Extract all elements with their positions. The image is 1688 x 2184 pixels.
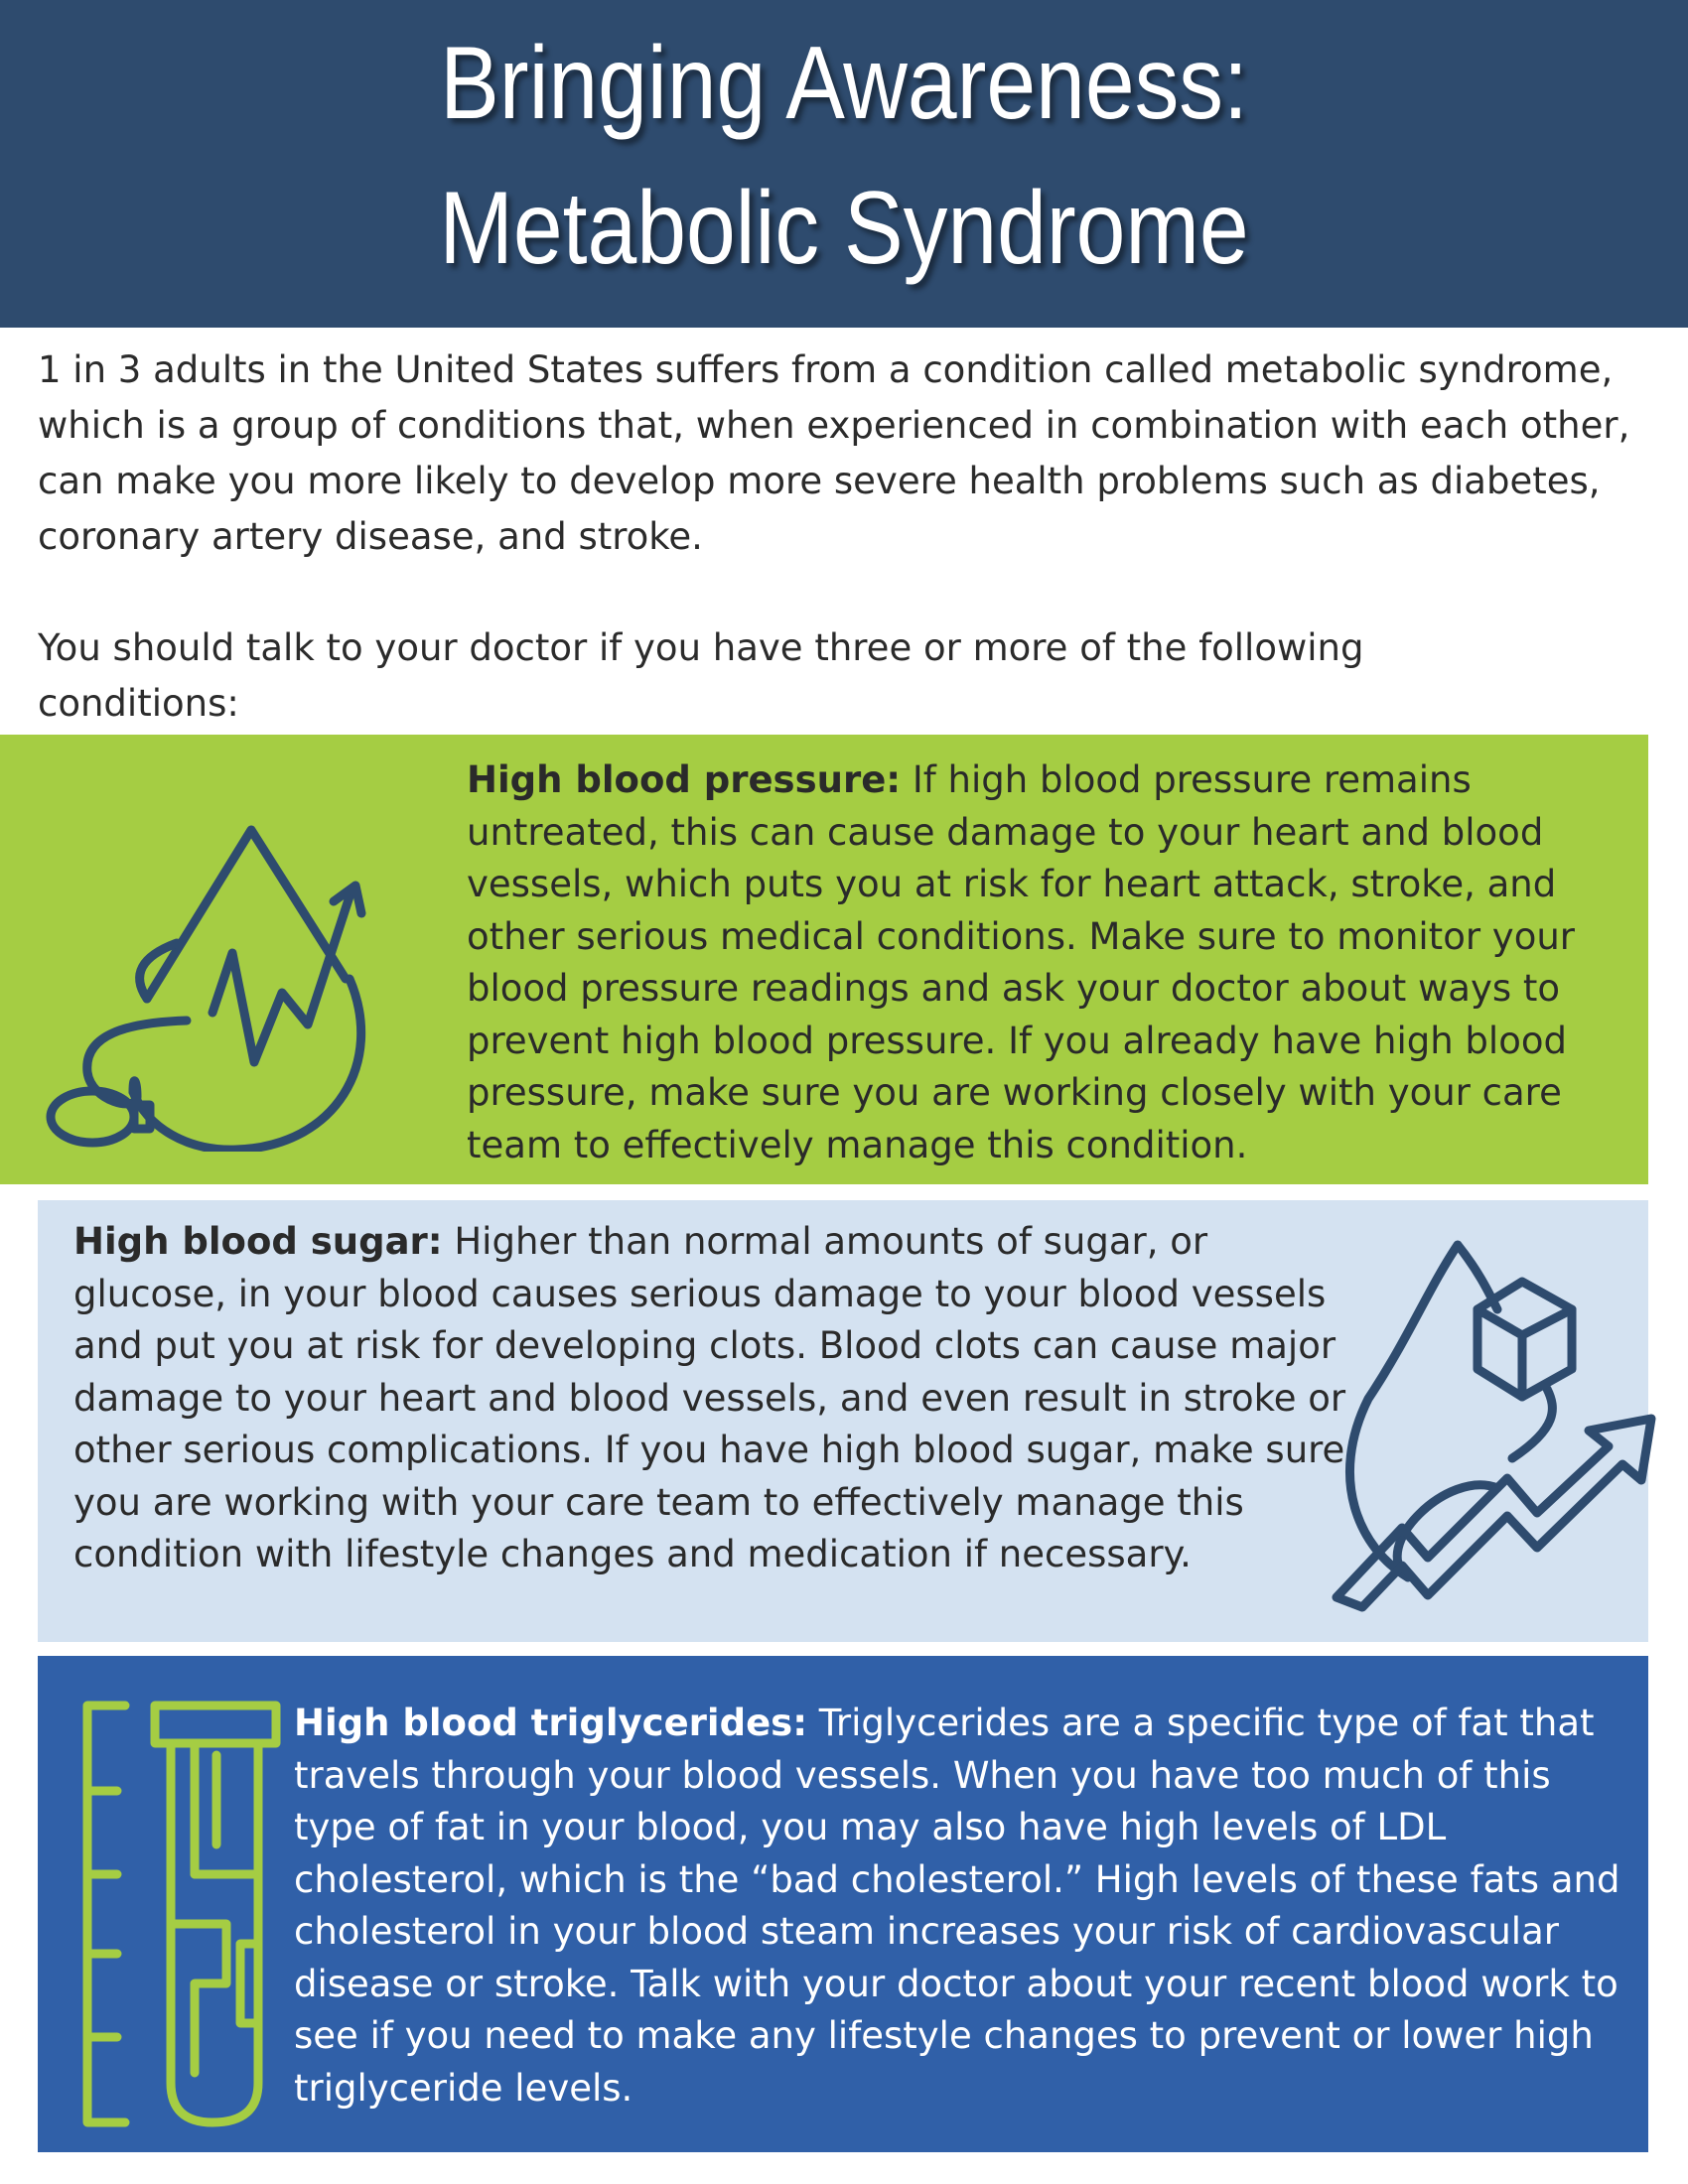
page-title-line-1: Bringing Awareness: xyxy=(440,26,1248,141)
intro-paragraph: 1 in 3 adults in the United States suffers from a condition called metabolic syndrome, which is a group of conditions that, when experienced in combination with each other, can make you more likely to develop more severe health problems such as diabetes, coronary artery disease, and stroke. xyxy=(38,348,1630,558)
blood-sugar-text xyxy=(73,1216,1354,1581)
condition-panel-blood-sugar xyxy=(38,1200,1648,1642)
test-tube-icon xyxy=(77,1696,286,2132)
blood-pressure-body: If high blood pressure remains untreated, this can cause damage to your heart and blood vessels, which puts you at risk for heart attack, stroke, and other serious medical conditions. Make sure to monitor your blood pressure readings and ask your doctor about ways to prevent high blood pressure. If you already have high blood pressure, make sure you are working closely with your care team to effectively manage this condition. xyxy=(467,758,1575,1166)
triglycerides-text xyxy=(294,1698,1634,2115)
page-title-line-2: Metabolic Syndrome xyxy=(439,171,1249,286)
blood-pressure-cuff-icon xyxy=(38,774,405,1152)
talk-to-doctor-paragraph: You should talk to your doctor if you have three or more of the following conditions: xyxy=(38,626,1364,725)
condition-panel-triglycerides xyxy=(38,1656,1648,2152)
blood-sugar-drop-icon xyxy=(1329,1230,1666,1617)
blood-pressure-heading: High blood pressure: xyxy=(467,758,902,801)
triglycerides-body: Triglycerides are a specific type of fat that travels through your blood vessels. When you have too much of this type of fat in your blood, you may also have high levels of LDL cholesterol, which is the “bad cholesterol.” High levels of these fats and cholesterol in your blood steam increases your risk of cardiovascular disease or stroke. Talk with your doctor about your recent blood work to see if you need to make any lifestyle changes to prevent or lower high triglyceride levels. xyxy=(294,1702,1620,2110)
header-banner xyxy=(0,0,1688,328)
triglycerides-heading: High blood triglycerides: xyxy=(294,1702,807,1744)
condition-panel-blood-pressure xyxy=(0,735,1648,1184)
blood-sugar-body: Higher than normal amounts of sugar, or glucose, in your blood causes serious damage to your blood vessels and put you at risk for developing clots. Blood clots can cause major damage to your heart and blood vessels, and even result in stroke or other serious complications. If you have high blood sugar, make sure you are working with your care team to effectively manage this condition with lifestyle changes and medication if necessary. xyxy=(73,1220,1346,1575)
blood-sugar-heading: High blood sugar: xyxy=(73,1220,443,1263)
blood-pressure-text xyxy=(467,754,1628,1171)
